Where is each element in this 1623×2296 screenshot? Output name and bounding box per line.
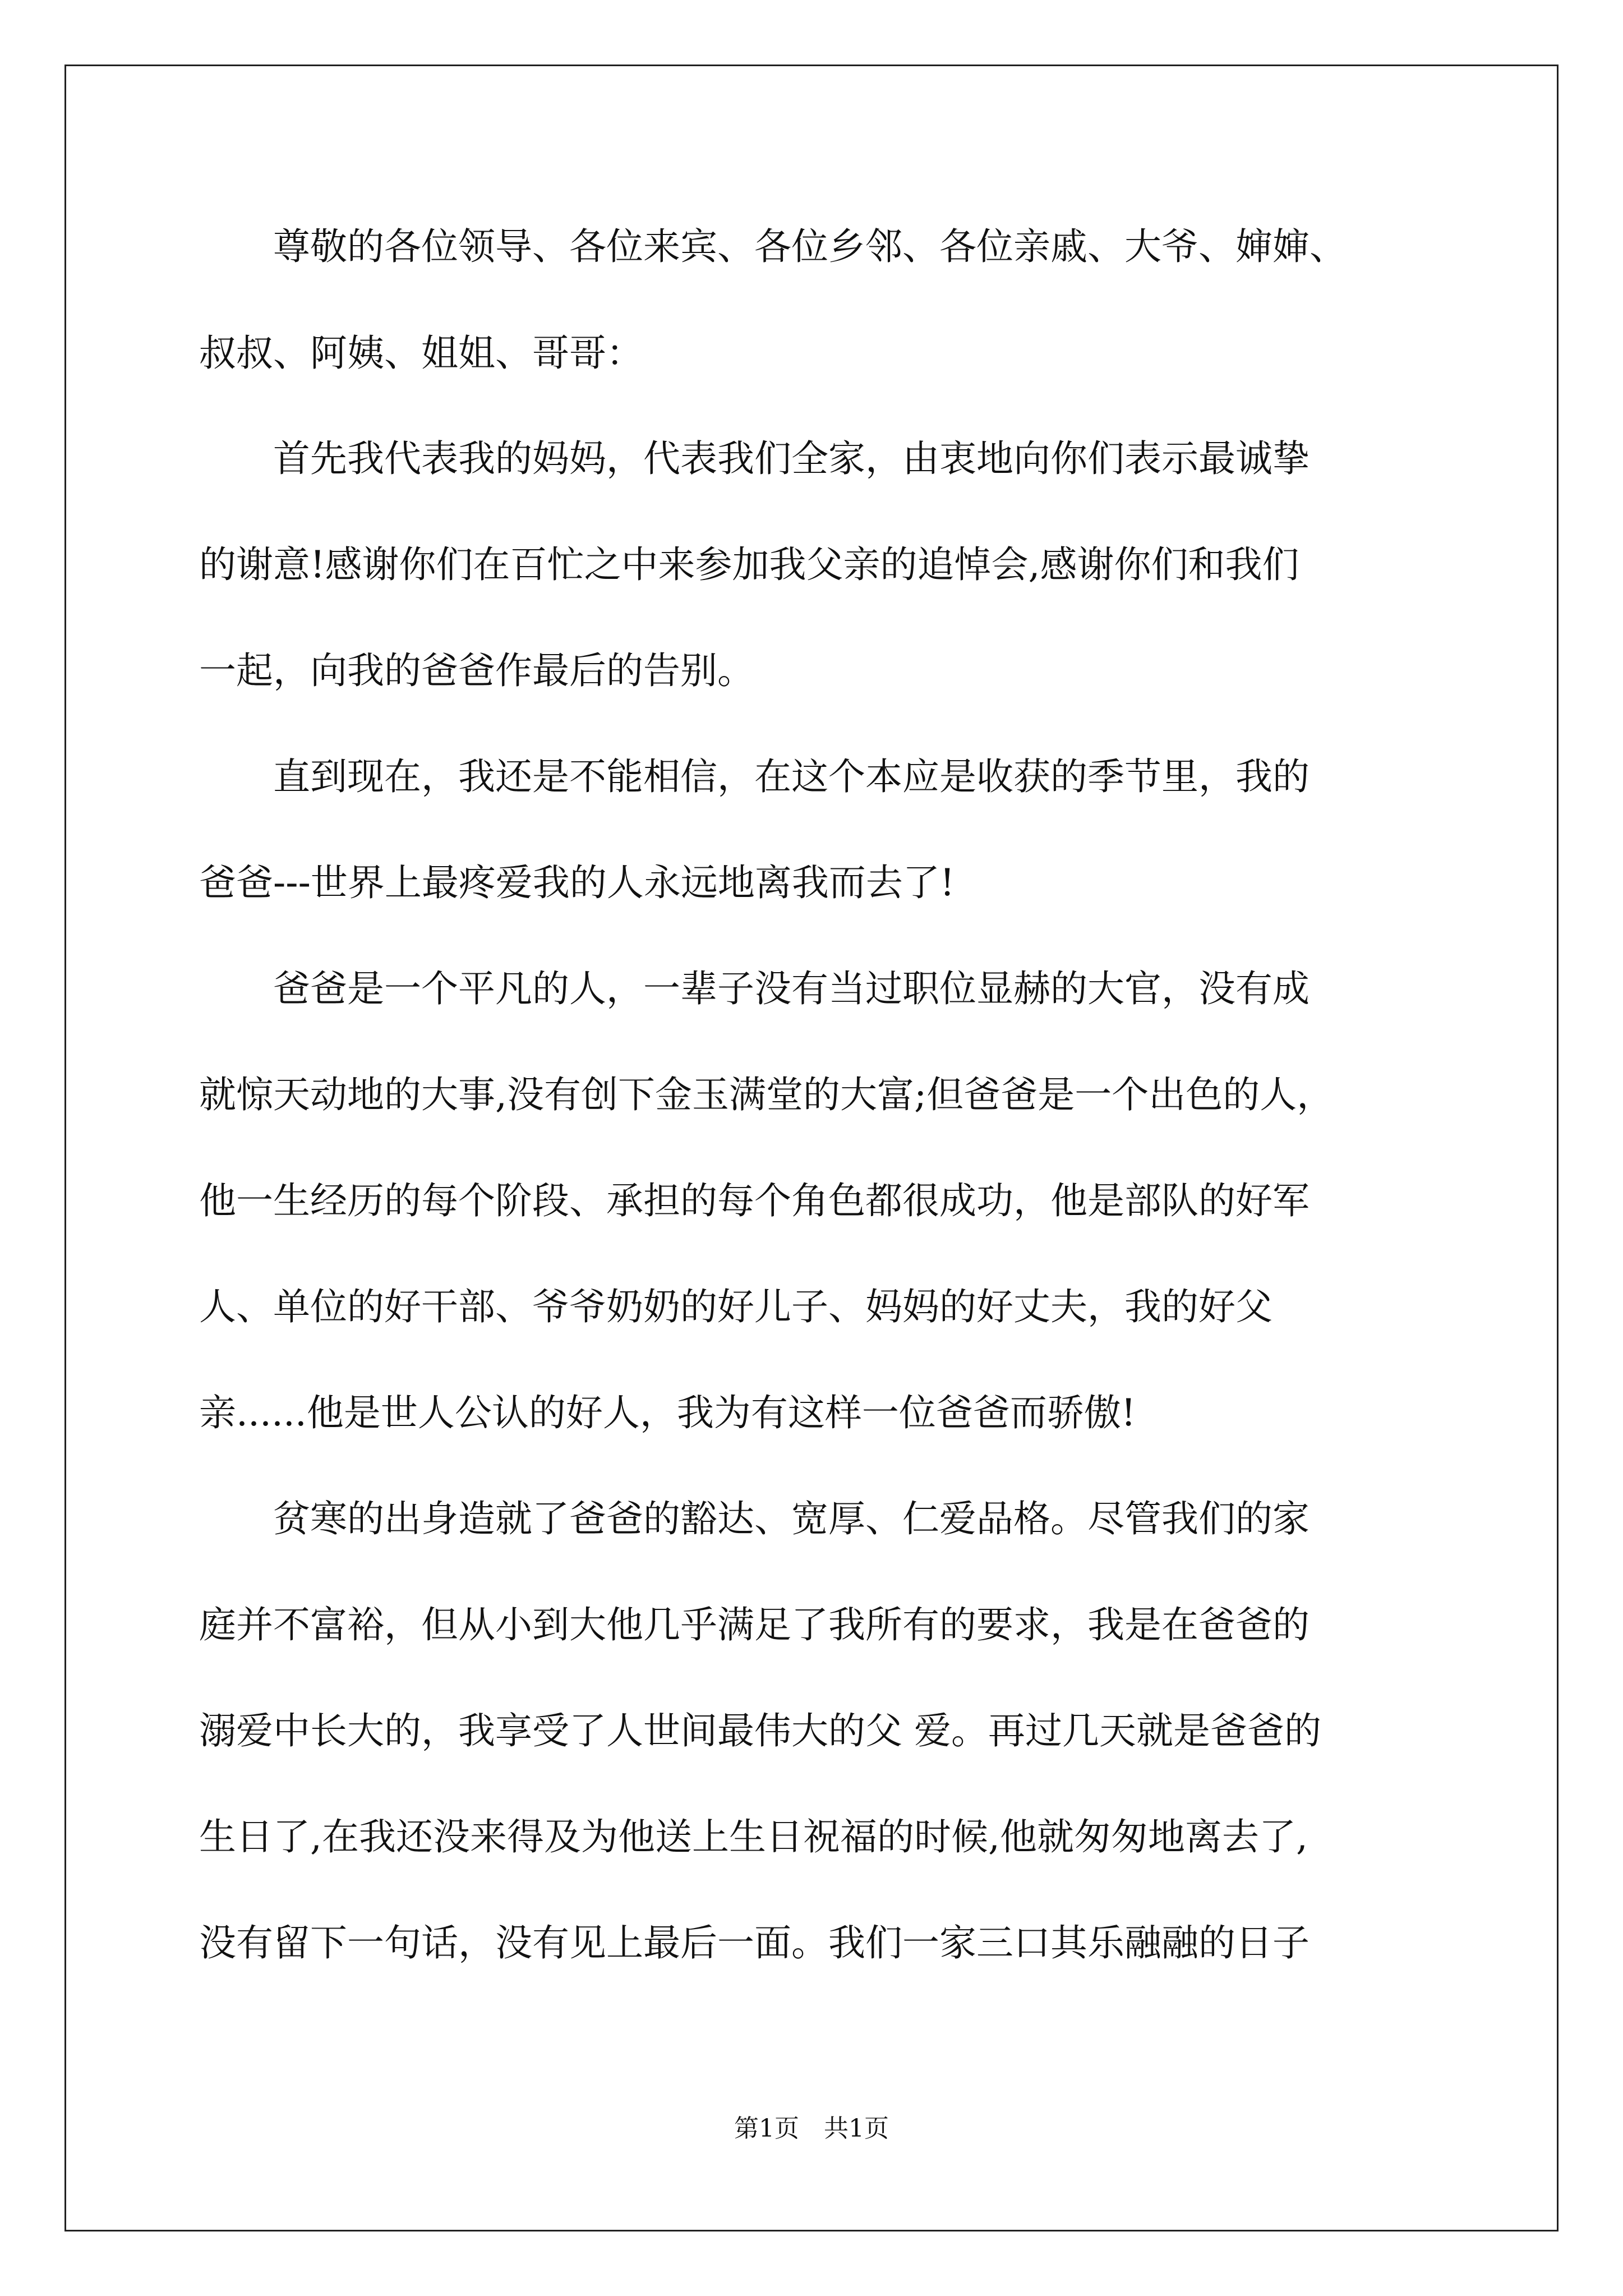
text-line: 他一生经历的每个阶段、承担的每个角色都很成功，他是部队的好军 — [199, 1179, 1310, 1222]
text-line: 亲......他是世人公认的好人，我为有这样一位爸爸而骄傲! — [199, 1391, 1136, 1434]
text-line: 一起，向我的爸爸作最后的告别。 — [199, 649, 754, 692]
text-line: 直到现在，我还是不能相信，在这个本应是收获的季节里，我的 — [199, 755, 1310, 798]
page-number: 第1页 共1页 — [734, 2114, 889, 2143]
text-line: 叔叔、阿姨、姐姐、哥哥： — [199, 332, 643, 375]
text-line: 溺爱中长大的，我享受了人世间最伟大的父 爱。再过几天就是爸爸的 — [199, 1709, 1321, 1752]
text-line: 生日了,在我还没来得及为他送上生日祝福的时候,他就匆匆地离去了, — [199, 1815, 1308, 1858]
text-line: 首先我代表我的妈妈，代表我们全家，由衷地向你们表示最诚挚 — [199, 437, 1310, 480]
text-line: 爸爸---世界上最疼爱我的人永远地离我而去了! — [199, 861, 955, 904]
text-line: 庭并不富裕，但从小到大他几乎满足了我所有的要求，我是在爸爸的 — [199, 1603, 1310, 1646]
text-line: 爸爸是一个平凡的人，一辈子没有当过职位显赫的大官，没有成 — [199, 967, 1310, 1010]
text-line: 没有留下一句话，没有见上最后一面。我们一家三口其乐融融的日子 — [199, 1921, 1310, 1964]
text-line: 人、单位的好干部、爷爷奶奶的好儿子、妈妈的好丈夫，我的好父 — [199, 1285, 1272, 1328]
text-line: 就惊天动地的大事,没有创下金玉满堂的大富;但爸爸是一个出色的人， — [199, 1073, 1334, 1116]
text-line: 的谢意!感谢你们在百忙之中来参加我父亲的追悼会,感谢你们和我们 — [199, 543, 1299, 586]
text-line: 尊敬的各位领导、各位来宾、各位乡邻、各位亲戚、大爷、婶婶、 — [199, 225, 1347, 268]
text-line: 贫寒的出身造就了爸爸的豁达、宽厚、仁爱品格。尽管我们的家 — [199, 1497, 1310, 1540]
page-border — [64, 65, 1559, 2231]
